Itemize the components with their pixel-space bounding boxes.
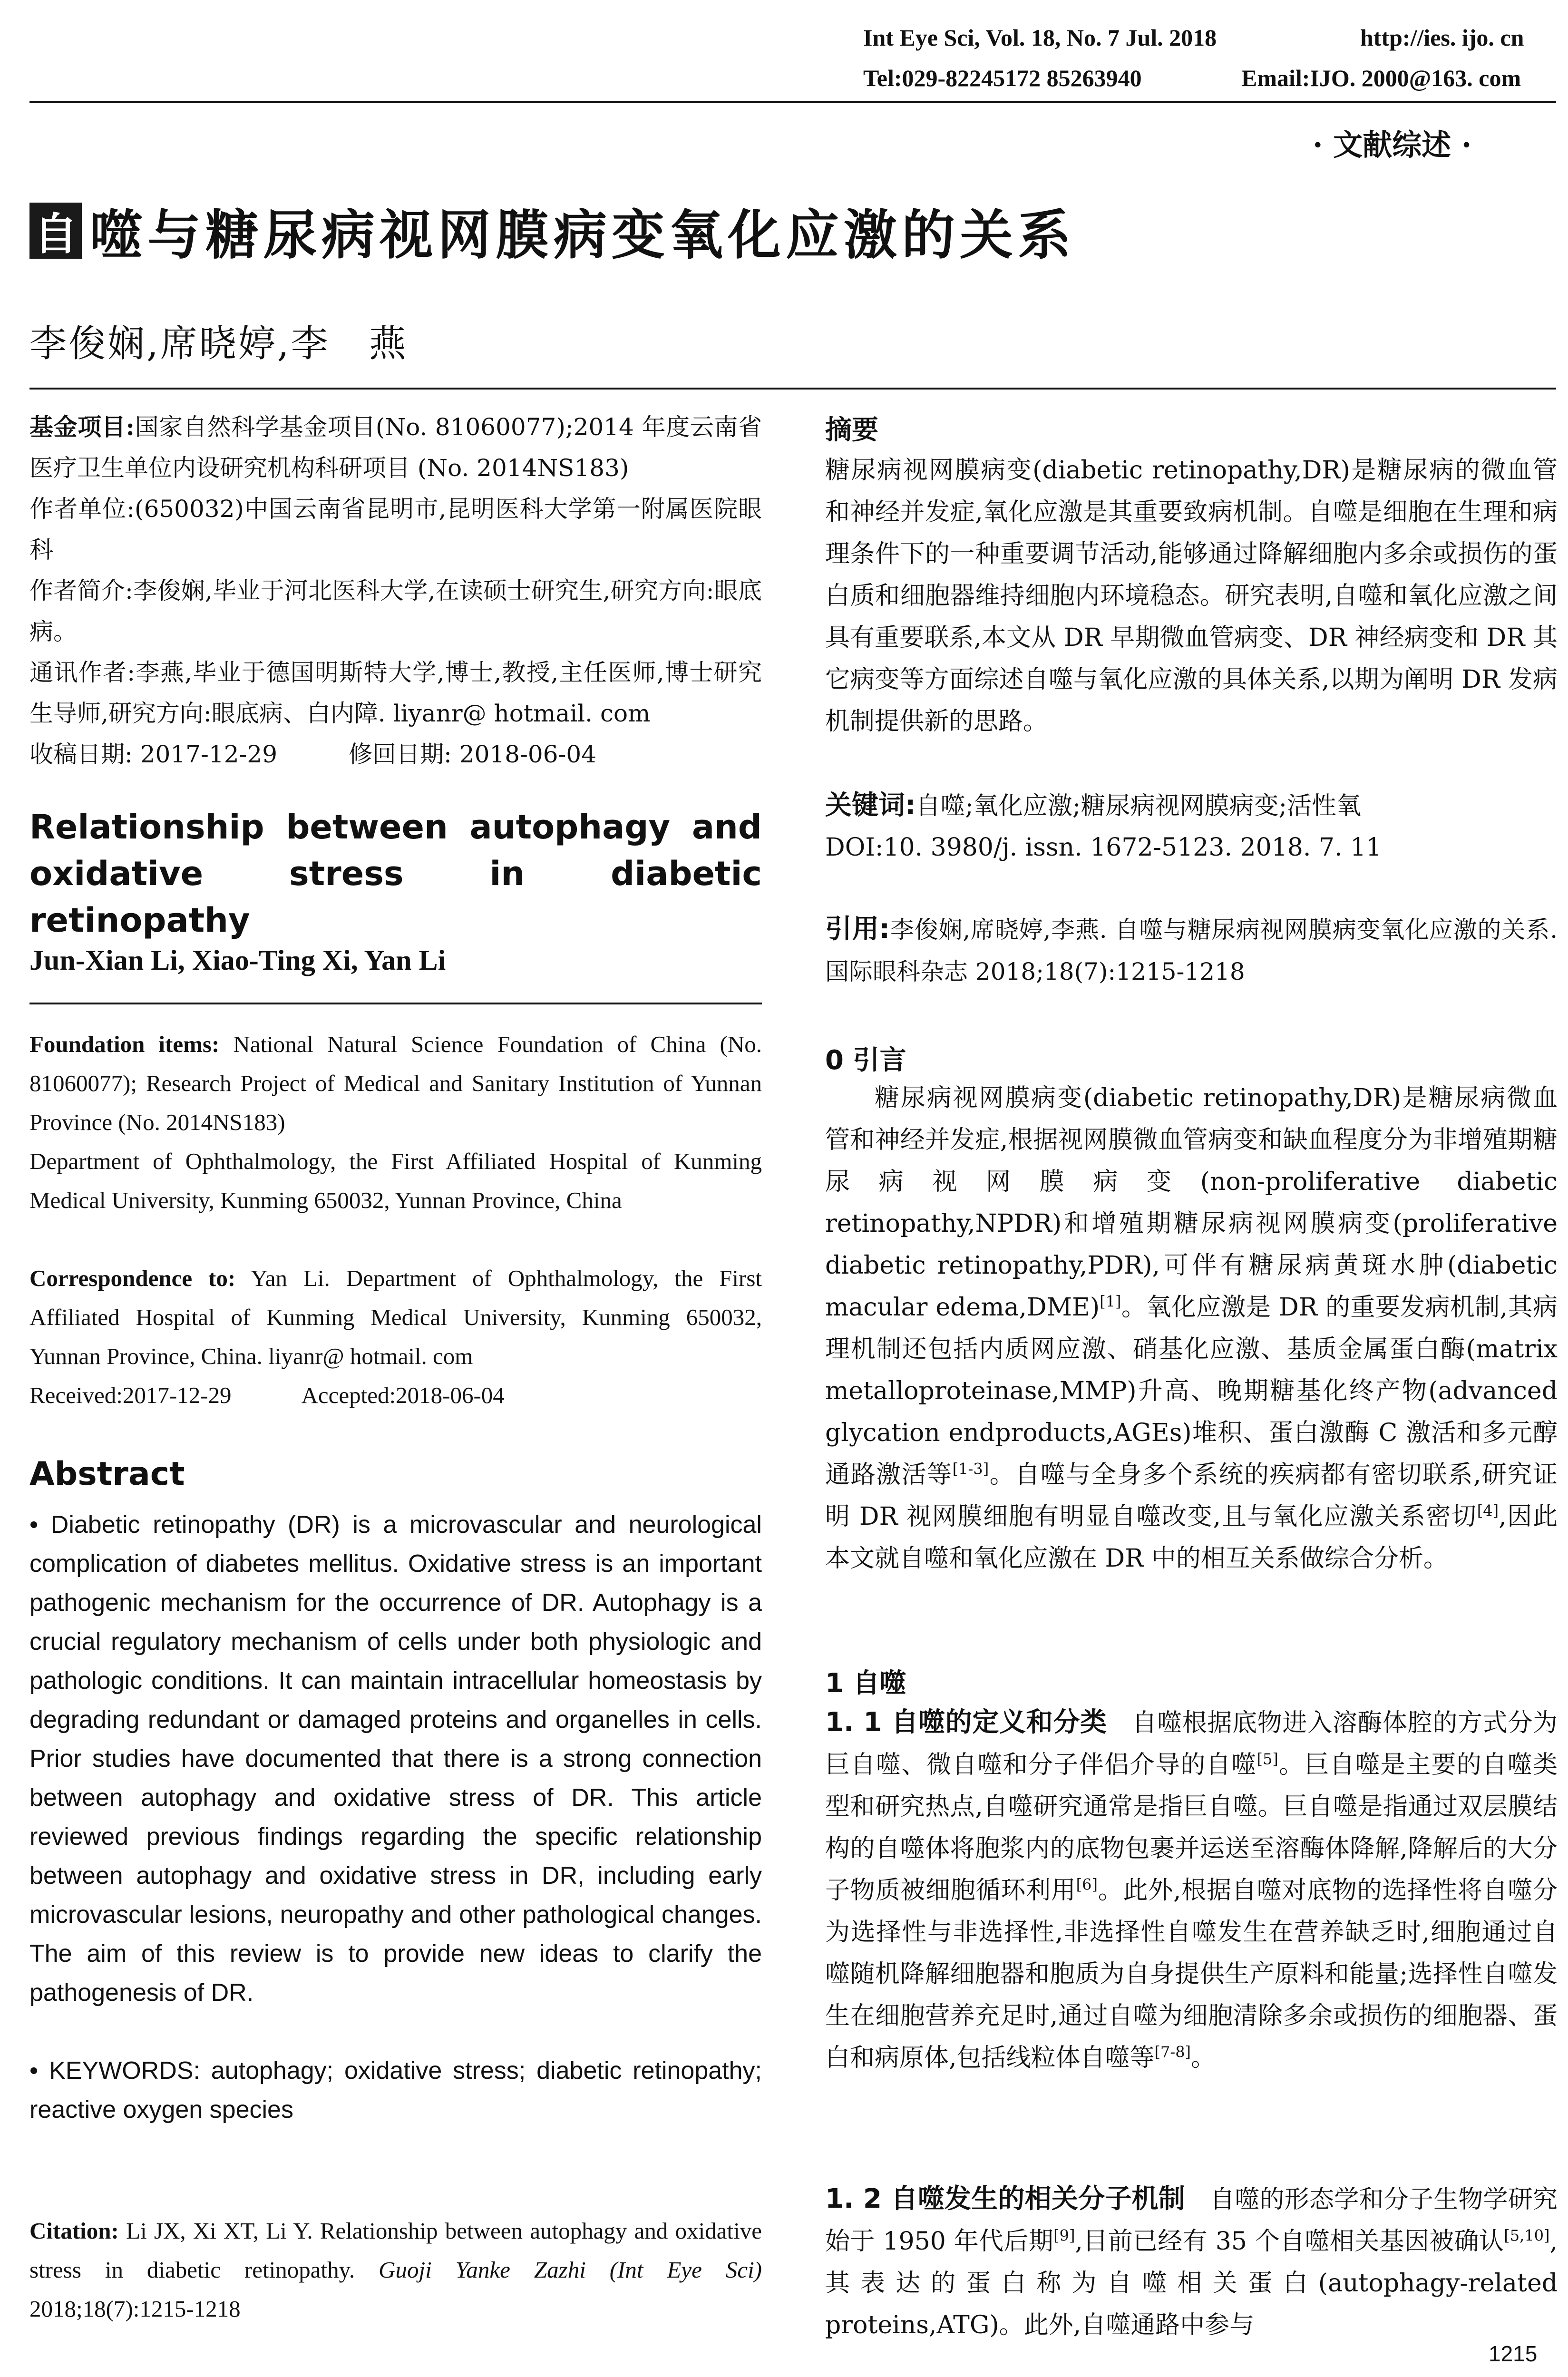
section-1-1-text-b: 。巨自噬是主要的自噬类型和研究热点,自噬研究通常是指巨自噬。巨自噬是指通过双层膜结构的自噬体将胞浆内的底物包裹并运送至溶酶体降解,降解后的大分子物质被细胞循环利用 — [825, 1751, 1558, 1905]
summary-heading: 摘要 — [825, 415, 878, 446]
section-1-2-label: 1. 2 自噬发生的相关分子机制 — [825, 2183, 1185, 2214]
abstract-heading: Abstract — [29, 1455, 185, 1493]
citation-en-text1: Li JX, Xi XT, Li Y. Relationship between autophagy and oxidative stress in diabetic retinopathy. — [29, 2218, 762, 2283]
keywords-cn-label: 关键词: — [825, 790, 916, 821]
english-authors-rule — [29, 1003, 762, 1004]
section-1-2-text-b: ,目前已经有 35 个自噬相关基因被确认 — [1075, 2227, 1504, 2256]
intro-text-b: 。氧化应激是 DR 的重要发病机制,其病理机制还包括内质网应激、硝基化应激、基质金属蛋白酶(matrix metalloproteinase,MMP)升高、晚期糖基化终产物(advanced glycation endproducts,AGEs)堆积、蛋白激酶 C 激活和多元醇通路激活等 — [825, 1293, 1558, 1489]
abstract-keywords: • KEYWORDS: autophagy; oxidative stress; diabetic retinopathy; reactive oxygen species — [29, 2057, 762, 2124]
journal-url[interactable]: http://ies. ijo. cn — [1360, 24, 1524, 51]
dates-cn: 收稿日期: 2017-12-29 修回日期: 2018-06-04 — [29, 740, 597, 768]
foundation-en-text: National Natural Science Foundation of China (No. 81060077); Research Project of Medical and Sanitary Institution of Yunnan Province (No. 2014NS183) — [29, 1031, 762, 1135]
doi[interactable]: DOI:10. 3980/j. issn. 1672-5123. 2018. 7. 11 — [825, 833, 1382, 862]
title-rule — [29, 388, 1556, 390]
title-boxed-char: 自 — [29, 203, 82, 259]
keywords-cn-text: 自噬;氧化应激;糖尿病视网膜病变;活性氧 — [915, 792, 1361, 820]
citation-en-label: Citation: — [29, 2218, 119, 2244]
section-1-1-ref-c[interactable]: [7-8] — [1154, 2043, 1191, 2061]
intro-text-d: ,因此本文就自噬和氧化应激在 DR 中的相互关系做综合分析。 — [825, 1502, 1558, 1573]
cite-cn-text: 李俊娴,席晓婷,李燕. 自噬与糖尿病视网膜病变氧化应激的关系. 国际眼科杂志 2018;18(7):1215-1218 — [825, 916, 1558, 985]
abstract-body: • Diabetic retinopathy (DR) is a microvascular and neurological complication of diabetes mellitus. Oxidative stress is an important pathogenic mechanism for the occurrence of DR. Autophagy is a crucial regulatory mechanism of cells under both physiologic and pathologic conditions. It can maintain intracellular homeostasis by degrading redundant or damaged proteins and organelles in cells. Prior studies have documented that there is a strong connection between autophagy and oxidative stress of DR. This article reviewed previous findings regarding the specific relationship between autophagy and oxidative stress in DR, including early microvascular lesions, neuropathy and other pathological changes. The aim of this review is to provide new ideas to clarify the pathogenesis of DR. — [29, 1511, 762, 2007]
citation-en — [29, 2211, 762, 2328]
cite-cn — [825, 908, 1558, 993]
page-number: 1215 — [1489, 2341, 1538, 2366]
affiliation-cn: 作者单位:(650032)中国云南省昆明市,昆明医科大学第一附属医院眼科 — [29, 495, 762, 564]
summary-body: 糖尿病视网膜病变(diabetic retinopathy,DR)是糖尿病的微血管和神经并发症,氧化应激是其重要致病机制。自噬是细胞在生理和病理条件下的一种重要调节活动,能够通过降解细胞内多余或损伤的蛋白质和细胞器维持细胞内环境稳态。研究表明,自噬和氧化应激之间具有重要联系,本文从 DR 早期微血管病变、DR 神经病变和 DR 其它病变等方面综述自噬与氧化应激的具体关系,以期为阐明 DR 发病机制提供新的思路。 — [825, 456, 1558, 736]
section-1-2 — [825, 2178, 1558, 2346]
section-1-1 — [825, 1702, 1558, 2079]
funding-text: 国家自然科学基金项目(No. 81060077);2014 年度云南省医疗卫生单位内设研究机构科研项目 (No. 2014NS183) — [29, 413, 762, 482]
header-rule — [29, 101, 1556, 103]
intro-ref-1[interactable]: [1] — [1100, 1292, 1121, 1311]
intro-ref-2[interactable]: [1-3] — [952, 1460, 989, 1478]
section-1-2-text-a: 自噬的形态学和分子生物学研究始于 1950 年代后期 — [825, 2185, 1558, 2256]
cite-cn-label: 引用: — [825, 914, 890, 945]
funding-label: 基金项目: — [29, 413, 135, 441]
article-title — [29, 195, 1076, 266]
keywords-cn — [825, 785, 1558, 827]
intro-paragraph — [825, 1077, 1558, 1579]
department-en: Department of Ophthalmology, the First Affiliated Hospital of Kunming Medical University, Kunming 650032, Yunnan Province, China — [29, 1148, 762, 1213]
foundation-en-label: Foundation items: — [29, 1031, 220, 1057]
intro-text-c: 。自噬与全身多个系统的疾病都有密切联系,研究证明 DR 视网膜细胞有明显自噬改变,且与氧化应激关系密切 — [825, 1461, 1558, 1531]
citation-en-journal: Guoji Yanke Zazhi (Int Eye Sci) — [379, 2257, 762, 2283]
correspondence-en — [29, 1259, 762, 1376]
section-1-1-text-c: 。此外,根据自噬对底物的选择性将自噬分为选择性与非选择性,非选择性自噬发生在营养缺乏时,细胞通过自噬随机降解细胞器和胞质为自身提供生产原料和能量;选择性自噬发生在细胞营养充足时,通过自噬为细胞清除多余或损伤的细胞器、蛋白和病原体,包括线粒体自噬等 — [825, 1876, 1558, 2072]
foundation-en — [29, 1025, 762, 1142]
intro-heading: 0 引言 — [825, 1045, 906, 1076]
intro-ref-3[interactable]: [4] — [1477, 1501, 1499, 1520]
correspondence-en-label: Correspondence to: — [29, 1265, 236, 1291]
intro-text-a: 糖尿病视网膜病变(diabetic retinopathy,DR)是糖尿病微血管和神经并发症,根据视网膜微血管病变和缺血程度分为非增殖期糖尿病视网膜病变(non-proliferative diabetic retinopathy,NPDR)和增殖期糖尿病视网膜病变(proliferative diabetic retinopathy,PDR),可伴有糖尿病黄斑水肿(diabetic macular edema,DME) — [825, 1084, 1558, 1322]
journal-tel: Tel:029-82245172 85263940 — [863, 65, 1142, 91]
section-1-1-text-a: 自噬根据底物进入溶酶体腔的方式分为巨自噬、微自噬和分子伴侣介导的自噬 — [825, 1709, 1558, 1779]
author-bio-cn: 作者简介:李俊娴,毕业于河北医科大学,在读硕士研究生,研究方向:眼底病。 — [29, 577, 762, 645]
english-authors: Jun-Xian Li, Xiao-Ting Xi, Yan Li — [29, 945, 446, 976]
correspondence-cn: 通讯作者:李燕,毕业于德国明斯特大学,博士,教授,主任医师,博士研究生导师,研究方向:眼底病、白内障. liyanr@ hotmail. com — [29, 659, 762, 727]
section-1-1-text-d: 。 — [1191, 2044, 1216, 2072]
title-text: 噬与糖尿病视网膜病变氧化应激的关系 — [89, 204, 1076, 266]
section-tag: · 文献综述 · — [1313, 127, 1472, 162]
section-1-1-ref-b[interactable]: [6] — [1076, 1875, 1098, 1894]
section-1-heading: 1 自噬 — [825, 1668, 906, 1699]
correspondence-en-text: Yan Li. Department of Ophthalmology, the First Affiliated Hospital of Kunming Medical University, Kunming 650032, Yunnan Province, China. liyanr@ hotmail. com — [29, 1265, 762, 1369]
section-1-1-label: 1. 1 自噬的定义和分类 — [825, 1707, 1107, 1738]
dates-en: Received:2017-12-29 Accepted:2018-06-04 — [29, 1382, 505, 1408]
journal-line: Int Eye Sci, Vol. 18, No. 7 Jul. 2018 — [863, 24, 1217, 51]
citation-en-text2: 2018;18(7):1215-1218 — [29, 2296, 241, 2322]
english-title: Relationship between autophagy and oxidative stress in diabetic retinopathy — [29, 808, 762, 940]
section-1-2-ref-a[interactable]: [9] — [1053, 2226, 1075, 2245]
section-1-2-text-c: ,其表达的蛋白称为自噬相关蛋白(autophagy-related proteins,ATG)。此外,自噬通路中参与 — [825, 2227, 1558, 2339]
section-1-2-ref-b[interactable]: [5,10] — [1504, 2226, 1550, 2245]
section-1-1-ref-a[interactable]: [5] — [1256, 1750, 1278, 1768]
authors-cn: 李俊娴,席晓婷,李 燕 — [29, 322, 408, 365]
funding-cn — [29, 407, 762, 488]
journal-email[interactable]: Email:IJO. 2000@163. com — [1241, 65, 1521, 91]
